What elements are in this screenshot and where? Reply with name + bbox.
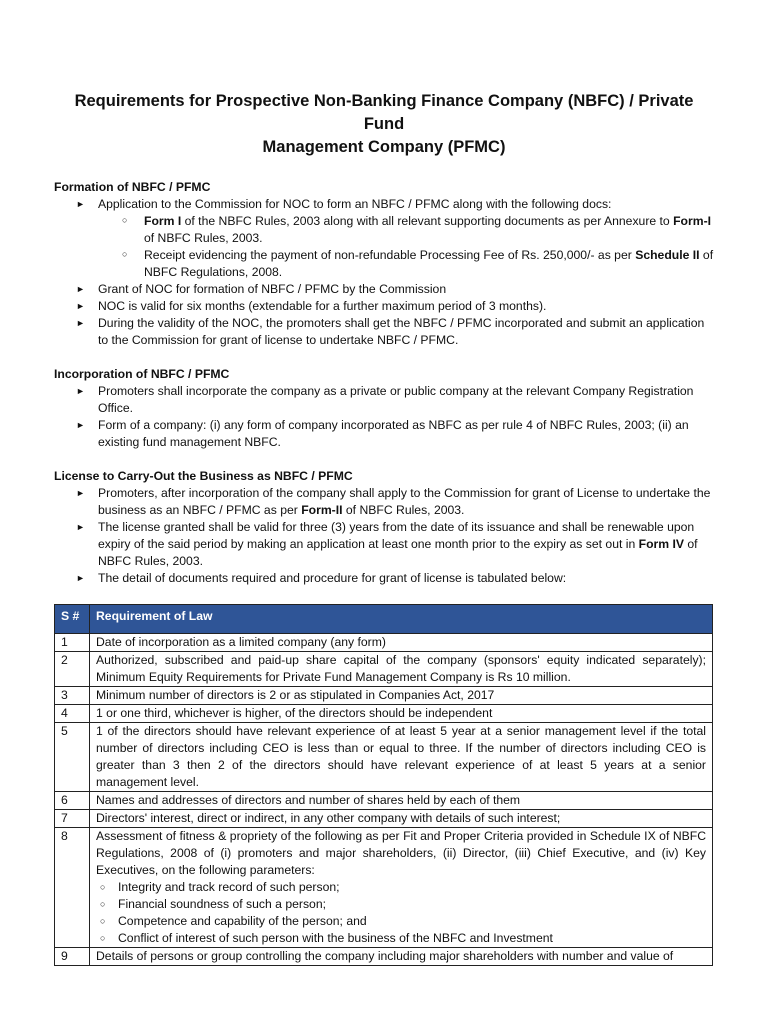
list-item: ○ Integrity and track record of such person; [100,880,340,894]
arrow-bullet-icon: ► [76,318,85,328]
section-incorporation [54,366,714,451]
requirement-text: Directors' interest, direct or indirect, in any other company with details of such interest; [90,810,713,828]
requirement-text: Minimum number of directors is 2 or as stipulated in Companies Act, 2017 [90,687,713,705]
requirement-text: 1 of the directors should have relevant experience of at least 5 year at a senior management level if the total number of directors including CEO is less than or equal to three. If the number of directors including CEO is greater than 3 then 2 of the directors should have relevant experience of at least 5 years at a senior management level. [90,723,713,792]
requirement-text: Details of persons or group controlling the company including major shareholders with number and value of [90,948,713,966]
serial-number: 7 [55,810,90,828]
table-row [55,705,713,723]
list-item: ► Promoters, after incorporation of the company shall apply to the Commission for grant of License to undertake the business as an NBFC / PFMC as per Form-II of NBFC Rules, 2003. [76,486,711,517]
table-row [55,634,713,652]
circle-bullet-icon: ○ [100,882,106,892]
arrow-bullet-icon: ► [76,522,85,532]
requirement-text: Assessment of fitness & propriety of the following as per Fit and Proper Criteria provided in Schedule IX of NBFC Regulations, 2008 of (i) promoters and major shareholders, (ii) Director, (iii) Chief Executive, and (iv) Key Executives, on the following parameters: [96,829,706,877]
column-header-requirement: Requirement of Law [90,605,713,634]
requirement-text: Names and addresses of directors and number of shares held by each of them [90,792,713,810]
column-header-sn: S # [55,605,90,634]
section-heading: License to Carry-Out the Business as NBFC / PFMC [54,469,353,483]
table-row [55,652,713,687]
arrow-bullet-icon: ► [76,199,85,209]
requirement-text: 1 or one third, whichever is higher, of the directors should be independent [90,705,713,723]
table-row [55,723,713,792]
section-license [54,468,714,587]
circle-bullet-icon: ○ [100,899,106,909]
circle-bullet-icon: ○ [100,916,106,926]
sub-list-item: ○ Receipt evidencing the payment of non-refundable Processing Fee of Rs. 250,000/- as per Schedule II of NBFC Regulations, 2008. [122,248,714,279]
list-item: ► Form of a company: (i) any form of company incorporated as NBFC as per rule 4 of NBFC Rules, 2003; (ii) an existing fund management NBFC. [76,418,689,449]
bullet-list [54,485,714,587]
serial-number: 9 [55,948,90,966]
bullet-list [54,196,714,349]
table-header-row [55,605,713,634]
circle-bullet-icon: ○ [100,933,106,943]
list-item: ○ Financial soundness of such a person; [100,897,326,911]
table-row [55,810,713,828]
requirement-text: Authorized, subscribed and paid-up share capital of the company (sponsors' equity indicated separately); Minimum Equity Requirements for Private Fund Management Company is Rs 10 million. [90,652,713,687]
list-item: ► During the validity of the NOC, the promoters shall get the NBFC / PFMC incorporated and submit an application to the Commission for grant of license to undertake NBFC / PFMC. [76,316,705,347]
list-item: ○ Conflict of interest of such person with the business of the NBFC and Investment [100,931,553,945]
bullet-list [54,383,714,451]
parameter-list [96,879,706,947]
serial-number: 1 [55,634,90,652]
serial-number: 2 [55,652,90,687]
title-line-2: Management Company (PFMC) [262,138,506,156]
sub-list-item: ○ Form I of the NBFC Rules, 2003 along with all relevant supporting documents as per Annexure to Form-I of NBFC Rules, 2003. [122,214,712,245]
arrow-bullet-icon: ► [76,420,85,430]
section-heading: Incorporation of NBFC / PFMC [54,367,230,381]
requirements-table [54,604,713,966]
list-item: ► Promoters shall incorporate the company as a private or public company at the relevant Company Registration Office. [76,384,694,415]
section-heading: Formation of NBFC / PFMC [54,180,211,194]
table-row [55,828,713,948]
arrow-bullet-icon: ► [76,284,85,294]
sub-list [98,213,714,281]
arrow-bullet-icon: ► [76,573,85,583]
serial-number: 5 [55,723,90,792]
title-line-1: Requirements for Prospective Non-Banking Finance Company (NBFC) / Private Fund [74,92,694,133]
list-item: ► Application to the Commission for NOC to form an NBFC / PFMC along with the following docs: ○ Form I of the NBFC Rules, 2003 along with all relevant supporting documents as per Annexure to Form-I of NBFC Rules, 2003. ○ Receipt evidencing the payment of non-refundable Processing Fee of Rs. 250,000/- as per Schedule II of NBFC Regulations, 2008. [76,197,714,279]
list-item: ○ Competence and capability of the person; and [100,914,367,928]
serial-number: 8 [55,828,90,948]
circle-bullet-icon: ○ [122,215,128,225]
list-item: ► NOC is valid for six months (extendable for a further maximum period of 3 months). [76,299,547,313]
document-title [54,90,714,159]
table-row [55,948,713,966]
arrow-bullet-icon: ► [76,386,85,396]
arrow-bullet-icon: ► [76,301,85,311]
requirement-text: Date of incorporation as a limited company (any form) [90,634,713,652]
serial-number: 6 [55,792,90,810]
section-formation [54,179,714,349]
arrow-bullet-icon: ► [76,488,85,498]
serial-number: 4 [55,705,90,723]
list-item: ► Grant of NOC for formation of NBFC / PFMC by the Commission [76,282,447,296]
requirement-cell [90,828,713,948]
circle-bullet-icon: ○ [122,249,128,259]
table-row [55,687,713,705]
list-item: ► The license granted shall be valid for three (3) years from the date of its issuance and shall be renewable upon expiry of the said period by making an application at least one month prior to the expiry as set out in Form IV of NBFC Rules, 2003. [76,520,698,568]
table-row [55,792,713,810]
list-item: ► The detail of documents required and procedure for grant of license is tabulated below: [76,571,567,585]
serial-number: 3 [55,687,90,705]
